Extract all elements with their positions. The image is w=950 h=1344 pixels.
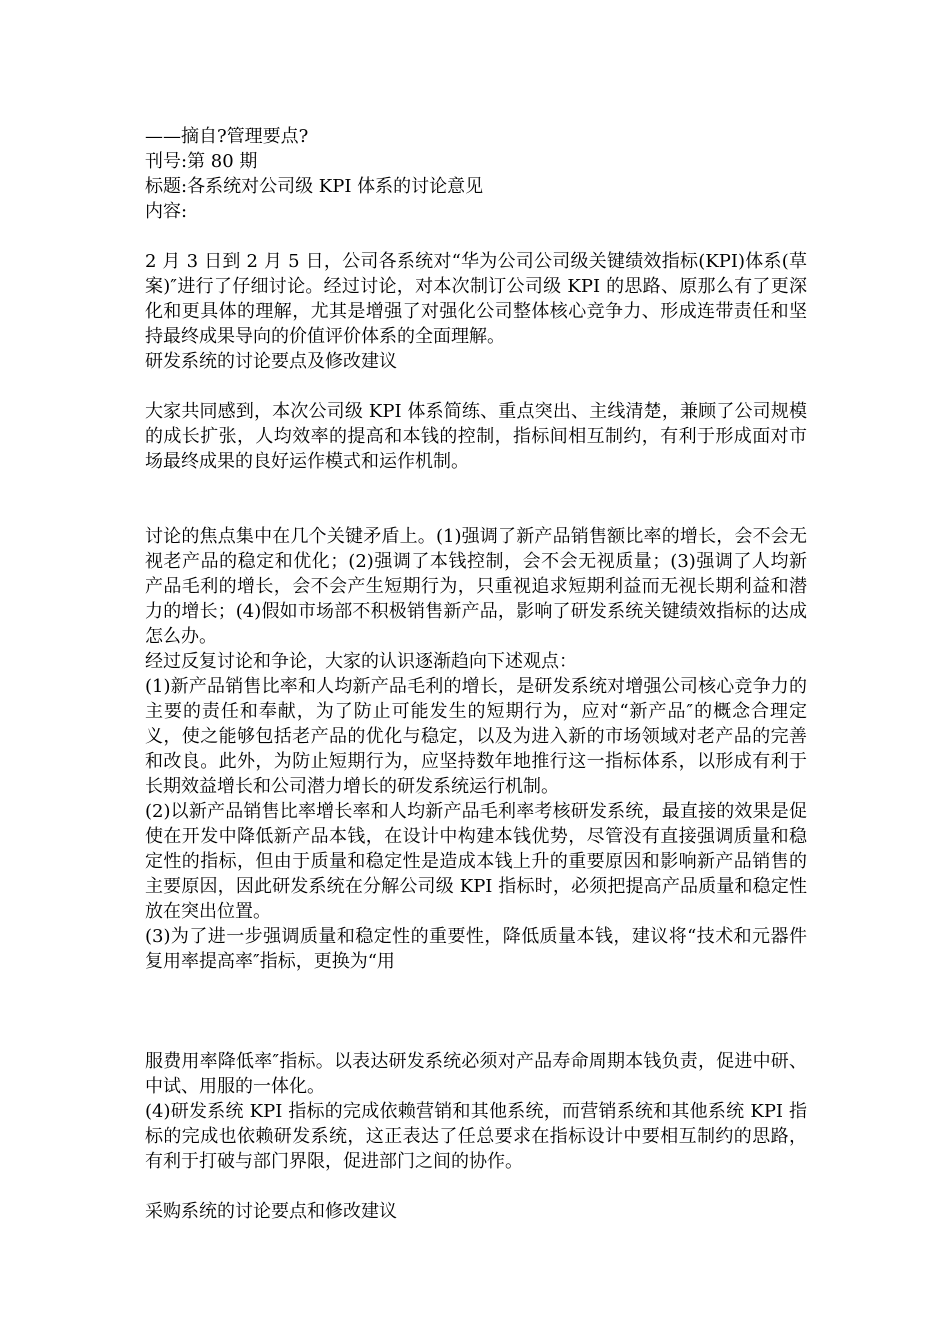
issue-number: 刊号:第 80 期	[145, 151, 258, 172]
spacer	[145, 374, 807, 399]
rd-section-heading: 研发系统的讨论要点及修改建议	[145, 351, 397, 372]
content-label: 内容:	[145, 201, 188, 222]
point-2-paragraph: (2)以新产品销售比率增长率和人均新产品毛利率考核研发系统，最直接的效果是促使在开发中降低新产品本钱，在设计中构建本钱优势，尽管没有直接强调质量和稳定性的指标，但由于质量和稳定性是造成本钱上升的重要原因和影响新产品销售的主要原因，因此研发系统在分解公司级 KPI 指标时，必须把提高产品质量和稳定性放在突出位置。	[145, 801, 807, 922]
spacer	[145, 974, 807, 1049]
spacer	[145, 224, 807, 249]
intro-paragraph: 2 月 3 日到 2 月 5 日，公司各系统对“华为公司公司级关键绩效指标(KPI)体系(草案)″进行了仔细讨论。经过讨论，对本次制订公司级 KPI 的思路、原那么有了更深化和更具体的理解，尤其是增强了对强化公司整体核心竞争力、形成连带责任和坚持最终成果导向的价值评价体系的全面理解。	[145, 251, 807, 347]
point-3-paragraph-part2: 服费用率降低率″指标。以表达研发系统必须对产品寿命周期本钱负责，促进中研、中试、用服的一体化。	[145, 1051, 807, 1097]
purchasing-section-heading: 采购系统的讨论要点和修改建议	[145, 1201, 397, 1222]
point-3-paragraph-part1: (3)为了进一步强调质量和稳定性的重要性，降低质量本钱，建议将“技术和元器件复用率提高率″指标，更换为“用	[145, 926, 807, 972]
focus-paragraph: 讨论的焦点集中在几个关键矛盾上。(1)强调了新产品销售额比率的增长，会不会无视老产品的稳定和优化；(2)强调了本钱控制，会不会无视质量；(3)强调了人均新产品毛利的增长，会不会产生短期行为，只重视追求短期利益而无视长期利益和潜力的增长；(4)假如市场部不积极销售新产品，影响了研发系统关键绩效指标的达成怎么办。	[145, 526, 807, 647]
consensus-paragraph: 大家共同感到，本次公司级 KPI 体系简练、重点突出、主线清楚，兼顾了公司规模的成长扩张，人均效率的提高和本钱的控制，指标间相互制约，有利于形成面对市场最终成果的良好运作模式和运作机制。	[145, 401, 807, 472]
document-title: 标题:各系统对公司级 KPI 体系的讨论意见	[145, 176, 484, 197]
spacer	[145, 1174, 807, 1199]
excerpt-source: ——摘自?管理要点?	[145, 126, 309, 147]
point-4-paragraph: (4)研发系统 KPI 指标的完成依赖营销和其他系统，而营销系统和其他系统 KPI 指标的完成也依赖研发系统，这正表达了任总要求在指标设计中要相互制约的思路，有利于打破与部门界限，促进部门之间的协作。	[145, 1101, 807, 1172]
spacer	[145, 474, 807, 524]
views-intro: 经过反复讨论和争论，大家的认识逐渐趋向下述观点：	[145, 651, 577, 672]
point-1-paragraph: (1)新产品销售比率和人均新产品毛利的增长，是研发系统对增强公司核心竞争力的主要的责任和奉献，为了防止可能发生的短期行为，应对“新产品″的概念合理定义，使之能够包括老产品的优化与稳定，以及为进入新的市场领域对老产品的完善和改良。此外，为防止短期行为，应坚持数年地推行这一指标体系，以形成有利于长期效益增长和公司潜力增长的研发系统运行机制。	[145, 676, 807, 797]
document-page	[145, 124, 807, 1224]
